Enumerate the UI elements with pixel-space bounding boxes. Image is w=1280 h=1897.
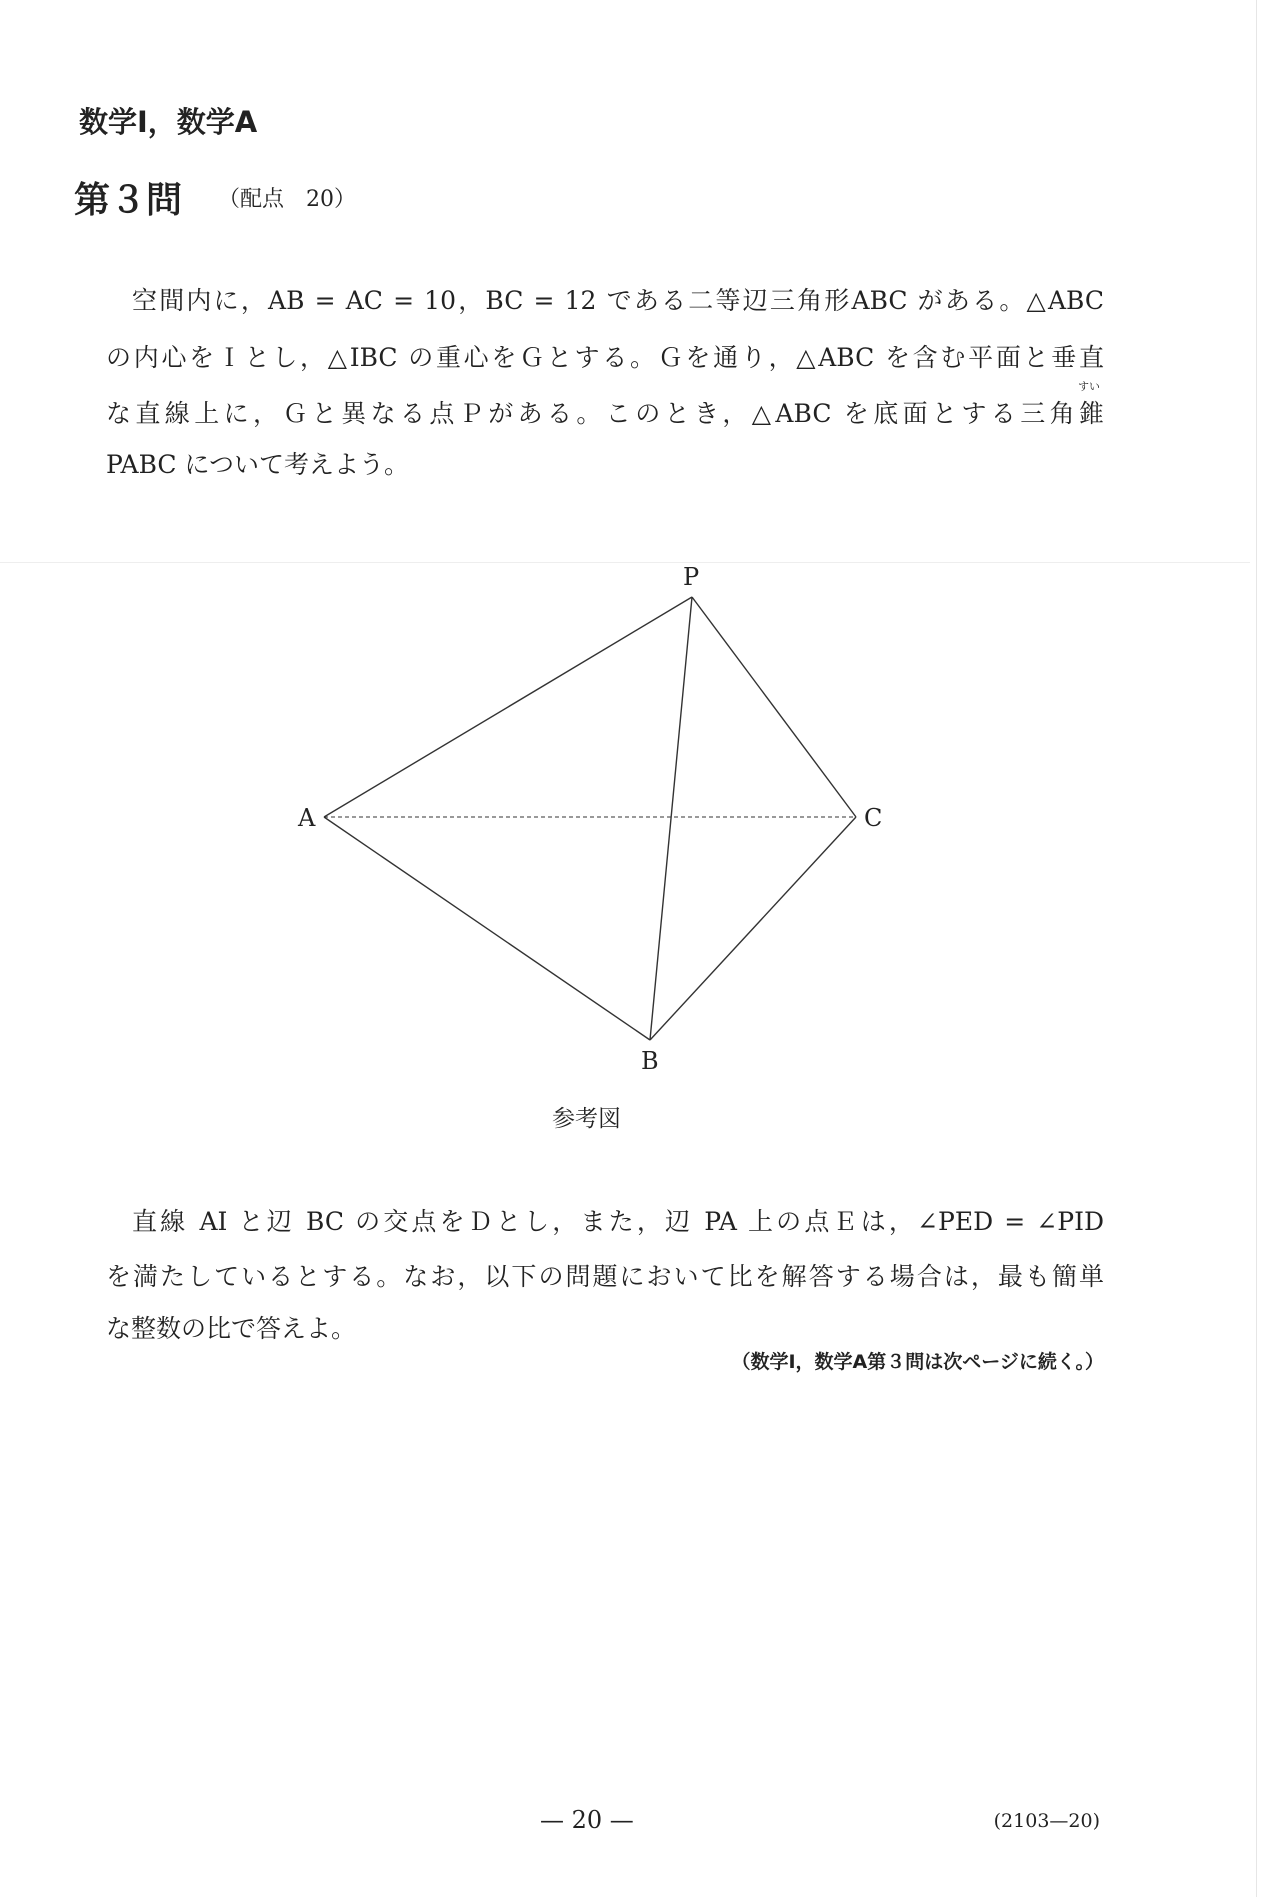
- edge-BC: [650, 817, 856, 1040]
- intro-line: の内心をＩとし，△IBC の重心をＧとする。Ｇを通り，△ABC を含む平面と垂直: [106, 343, 1104, 372]
- body-line: を満たしているとする。なお，以下の問題において比を解答する場合は，最も簡単: [106, 1262, 1104, 1291]
- figure-caption: 参考図: [552, 1106, 621, 1132]
- intro-line: 空間内に，AB = AC = 10，BC = 12 である二等辺三角形ABC がある。△ABC: [132, 286, 1104, 315]
- intro-line: PABC について考えよう。: [106, 450, 409, 479]
- continuation-note: （数学Ⅰ，数学A第３問は次ページに続く。）: [731, 1351, 1104, 1373]
- label-B: B: [641, 1047, 659, 1075]
- edge-PB: [650, 597, 692, 1040]
- edge-AB: [324, 817, 650, 1040]
- body-line: 直線 AI と辺 BC の交点をＤとし，また，辺 PA 上の点Ｅは，∠PED = ∠PID: [132, 1207, 1104, 1236]
- ruby-reading: すい: [1078, 380, 1100, 393]
- label-P: P: [683, 563, 700, 591]
- edge-PC: [692, 597, 856, 817]
- points-label: （配点 20）: [218, 187, 356, 212]
- question-title: 第３問: [74, 180, 183, 221]
- subject-heading: 数学Ⅰ，数学A: [79, 105, 258, 139]
- page-number: — 20 —: [540, 1806, 634, 1834]
- edge-PA: [324, 597, 692, 817]
- exam-code: (2103—20): [993, 1810, 1100, 1832]
- label-C: C: [864, 804, 883, 832]
- label-A: A: [298, 804, 316, 832]
- body-line: な整数の比で答えよ。: [106, 1314, 357, 1343]
- intro-line: な直線上に，Ｇと異なる点Ｐがある。このとき，△ABC を底面とする三角錐: [106, 399, 1104, 428]
